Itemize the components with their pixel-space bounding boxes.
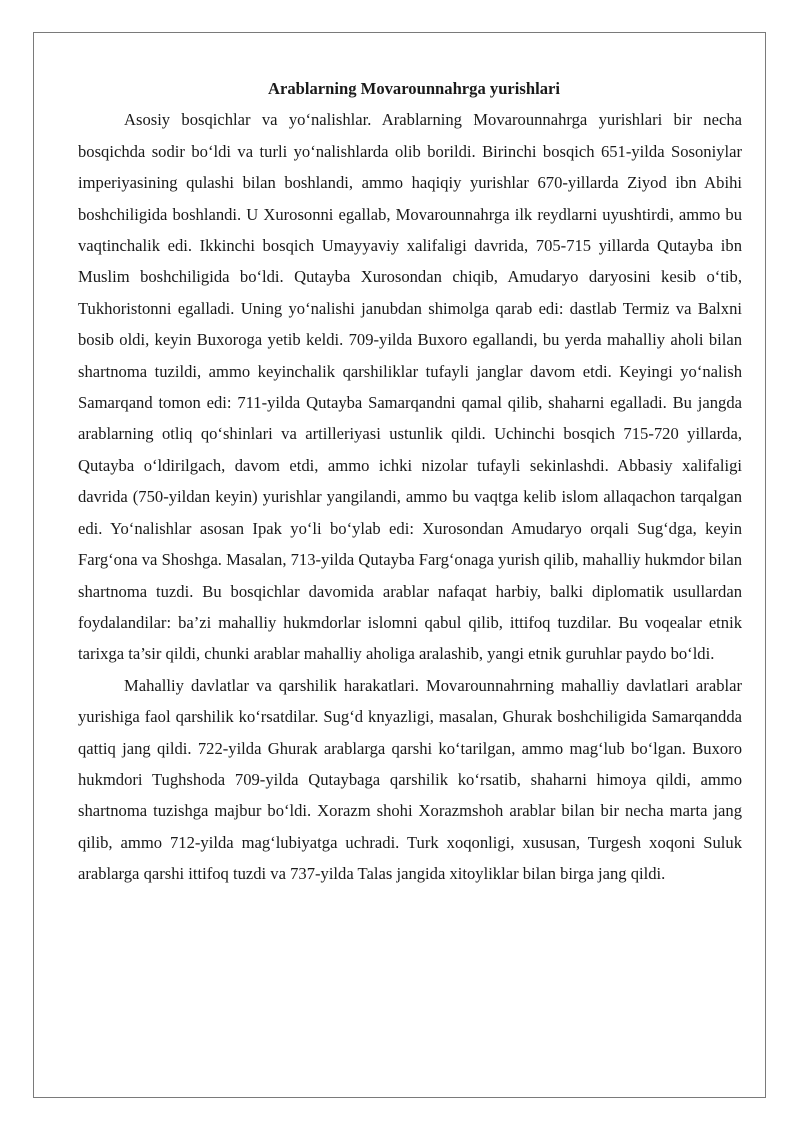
paragraph-resistance: Mahalliy davlatlar va qarshilik harakatlari. Movarounnahrning mahalliy davlatlari arablar yurishiga faol qarshilik ko‘rsatdilar. Sug‘d knyazligi, masalan, Ghurak boshchiligida Samarqandda qattiq jang qildi. 722-yilda Ghurak arablarga qarshi ko‘tarilgan, ammo mag‘lub bo‘lgan. Buxoro hukmdori Tughshoda 709-yilda Qutaybaga qarshilik ko‘rsatib, shaharni himoya qildi, ammo shartnoma tuzishga majbur bo‘ldi. Xorazm shohi Xorazmshoh arablar bilan bir necha marta jang qilib, ammo 712-yilda mag‘lubiyatga uchradi. Turk xoqonligi, xususan, Turgesh xoqoni Suluk arablarga qarshi ittifoq tuzdi va 737-yilda Talas jangida xitoyliklar bilan birga jang qildi.	[78, 675, 742, 884]
document-body	[78, 73, 742, 890]
document-title: Arablarning Movarounnahrga yurishlari	[268, 79, 560, 98]
paragraph-stages: Asosiy bosqichlar va yo‘nalishlar. Arablarning Movarounnahrga yurishlari bir necha bosqichda sodir bo‘ldi va turli yo‘nalishlarda olib borildi. Birinchi bosqich 651-yilda Sosoniylar imperiyasining qulashi bilan boshlandi, ammo haqiqiy yurishlar 670-yillarda Ziyod ibn Abihi boshchiligida boshlandi. U Xurosonni egallab, Movarounnahrga ilk reydlarni uyushtirdi, ammo bu vaqtinchalik edi. Ikkinchi bosqich Umayyaviy xalifaligi davrida, 705-715 yillarda Qutayba ibn Muslim boshchiligida bo‘ldi. Qutayba Xurosondan chiqib, Amudaryo daryosini kesib o‘tib, Tukhoristonni egalladi. Uning yo‘nalishi janubdan shimolga qarab edi: dastlab Termiz va Balxni bosib oldi, keyin Buxoroga yetib keldi. 709-yilda Buxoro egallandi, bu yerda mahalliy aholi bilan shartnoma tuzildi, ammo keyinchalik qarshiliklar tufayli janglar davom etdi. Keyingi yo‘nalish Samarqand tomon edi: 711-yilda Qutayba Samarqandni qamal qilib, shaharni egalladi. Bu jangda arablarning otliq qo‘shinlari va artilleriyasi ustunlik qildi. Uchinchi bosqich 715-720 yillarda, Qutayba o‘ldirilgach, davom etdi, ammo ichki nizolar tufayli sekinlashdi. Abbasiy xalifaligi davrida (750-yildan keyin) yurishlar yangilandi, ammo bu vaqtga kelib islom allaqachon tarqalgan edi. Yo‘nalishlar asosan Ipak yo‘li bo‘ylab edi: Xurosondan Amudaryo orqali Sug‘dga, keyin Farg‘ona va Shoshga. Masalan, 713-yilda Qutayba Farg‘onaga yurish qilib, mahalliy hukmdor bilan shartnoma tuzdi. Bu bosqichlar davomida arablar nafaqat harbiy, balki diplomatik usullardan foydalandilar: ba’zi mahalliy hukmdorlar islomni qabul qilib, ittifoq tuzdilar. Bu voqealar etnik tarixga ta’sir qildi, chunki arablar mahalliy aholiga aralashib, yangi etnik guruhlar paydo bo‘ldi.	[78, 110, 742, 664]
